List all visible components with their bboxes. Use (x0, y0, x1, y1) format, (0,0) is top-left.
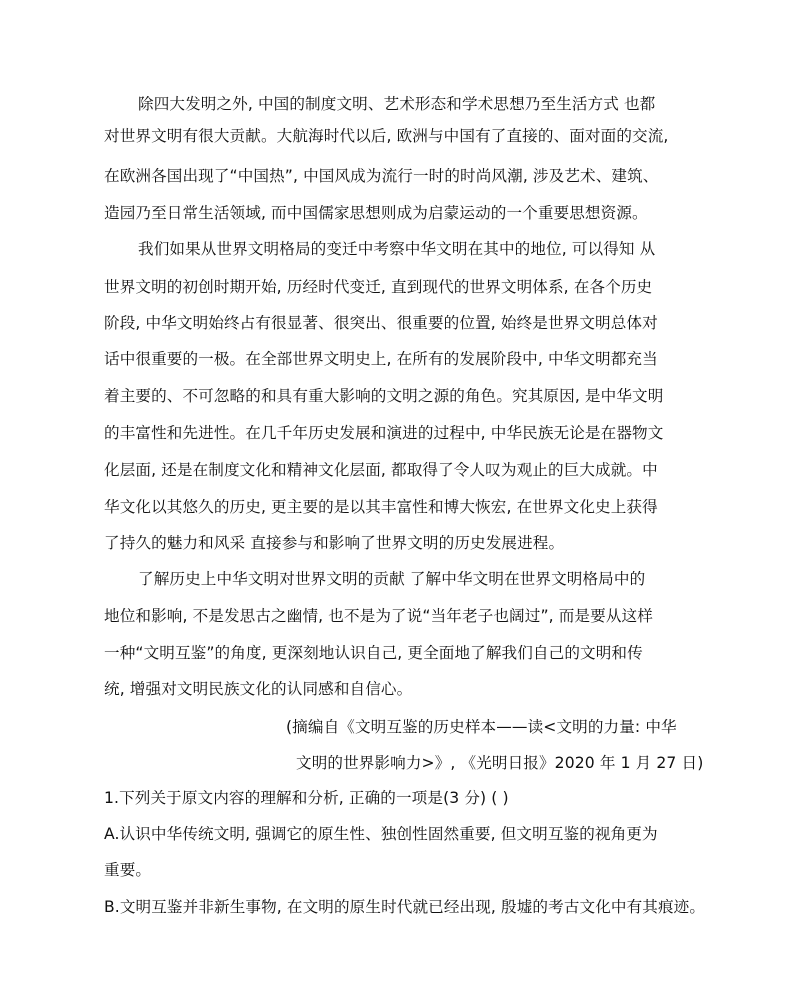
question1-option-b-line-1: B.文明互鉴并非新生事物, 在文明的原生时代就已经出现, 殷墟的考古文化中有其痕迹。 (104, 898, 706, 916)
paragraph1-line-3: 在欧洲各国出现了“中国热”, 中国风成为流行一时的时尚风潮, 涉及艺术、建筑、 (104, 167, 659, 185)
paragraph2-line-1: 我们如果从世界文明格局的变迁中考察中华文明在其中的地位, 可以得知 从 (138, 240, 656, 258)
paragraph3-line-3: 一种“文明互鉴”的角度, 更深刻地认识自己, 更全面地了解我们自己的文明和传 (104, 644, 643, 662)
paragraph2-line-4: 话中很重要的一极。在全部世界文明史上, 在所有的发展阶段中, 中华文明都充当 (104, 350, 658, 368)
paragraph1-line-2: 对世界文明有很大贡献。大航海时代以后, 欧洲与中国有了直接的、面对面的交流, (104, 127, 669, 145)
paragraph3-line-4: 统, 增强对文明民族文化的认同感和自信心。 (104, 680, 413, 698)
paragraph2-line-5: 着主要的、不可忽略的和具有重大影响的文明之源的角色。究其原因, 是中华文明 (104, 387, 664, 405)
paragraph1-line-1: 除四大发明之外, 中国的制度文明、艺术形态和学术思想乃至生活方式 也都 (138, 95, 656, 113)
paragraph2-line-2: 世界文明的初创时期开始, 历经时代变迁, 直到现代的世界文明体系, 在各个历史 (104, 278, 653, 296)
paragraph3-line-1: 了解历史上中华文明对世界文明的贡献 了解中华文明在世界文明格局中的 (138, 570, 646, 588)
paragraph2-line-8: 华文化以其悠久的历史, 更主要的是以其丰富性和博大恢宏, 在世界文化史上获得 (104, 498, 658, 516)
paragraph3-line-2: 地位和影响, 不是发思古之幽情, 也不是为了说“当年老子也阔过”, 而是要从这样 (104, 607, 653, 625)
question1-option-a-line-2: 重要。 (104, 861, 152, 879)
source-line-2: 文明的世界影响力>》, 《光明日报》2020 年 1 月 27 日) (296, 754, 704, 772)
source-line-1: (摘编自《文明互鉴的历史样本——读<文明的力量: 中华 (286, 718, 677, 736)
paragraph2-line-9: 了持久的魅力和风采 直接参与和影响了世界文明的历史发展进程。 (104, 534, 565, 552)
paragraph1-line-4: 造园乃至日常生活领域, 而中国儒家思想则成为启蒙运动的一个重要思想资源。 (104, 204, 648, 222)
paragraph2-line-3: 阶段, 中华文明始终占有很显著、很突出、很重要的位置, 始终是世界文明总体对 (104, 314, 658, 332)
question1-stem: 1.下列关于原文内容的理解和分析, 正确的一项是(3 分) ( ) (104, 789, 509, 807)
paragraph2-line-6: 的丰富性和先进性。在几千年历史发展和演进的过程中, 中华民族无论是在器物文 (104, 424, 664, 442)
paragraph2-line-7: 化层面, 还是在制度文化和精神文化层面, 都取得了令人叹为观止的巨大成就。中 (104, 461, 658, 479)
question1-option-a-line-1: A.认识中华传统文明, 强调它的原生性、独创性固然重要, 但文明互鉴的视角更为 (104, 825, 658, 843)
